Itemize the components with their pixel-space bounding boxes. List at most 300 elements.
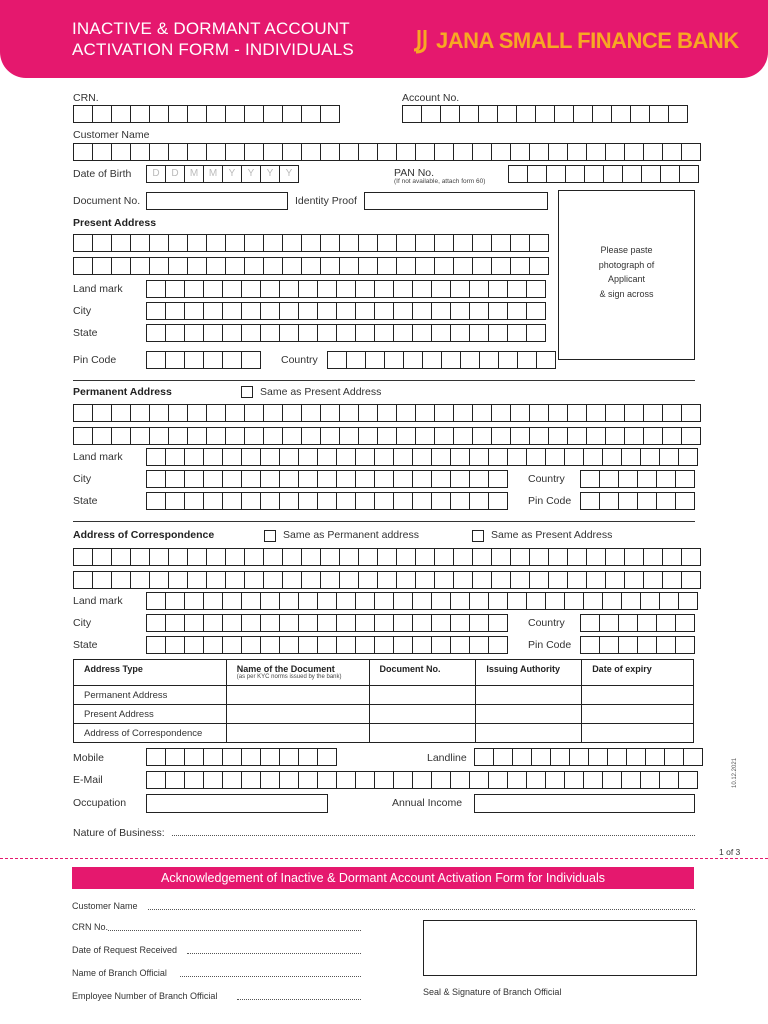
char-cell[interactable] — [510, 257, 530, 275]
char-cell[interactable] — [678, 771, 698, 789]
char-cell[interactable] — [165, 280, 185, 298]
char-cell[interactable] — [510, 427, 530, 445]
char-cell[interactable] — [130, 404, 150, 422]
char-cell[interactable] — [567, 548, 587, 566]
char-cell[interactable] — [301, 234, 321, 252]
char-cell[interactable] — [146, 351, 166, 369]
char-cell[interactable] — [336, 448, 356, 466]
char-cell[interactable] — [393, 324, 413, 342]
pan-field[interactable] — [508, 165, 698, 183]
char-cell[interactable] — [529, 427, 549, 445]
char-cell[interactable] — [662, 548, 682, 566]
permanent-address-line2[interactable] — [73, 427, 700, 445]
char-cell[interactable] — [583, 592, 603, 610]
char-cell[interactable] — [450, 771, 470, 789]
char-cell[interactable] — [320, 234, 340, 252]
char-cell[interactable] — [624, 548, 644, 566]
char-cell[interactable] — [469, 280, 489, 298]
char-cell[interactable] — [165, 470, 185, 488]
dob-cell[interactable]: D — [165, 165, 185, 183]
char-cell[interactable] — [206, 571, 226, 589]
char-cell[interactable] — [317, 448, 337, 466]
char-cell[interactable] — [545, 771, 565, 789]
char-cell[interactable] — [279, 302, 299, 320]
char-cell[interactable] — [412, 636, 432, 654]
correspondence-address-line1[interactable] — [73, 548, 700, 566]
char-cell[interactable] — [479, 351, 499, 369]
char-cell[interactable] — [564, 771, 584, 789]
permanent-city-field[interactable] — [146, 470, 507, 488]
char-cell[interactable] — [643, 548, 663, 566]
char-cell[interactable] — [507, 592, 527, 610]
char-cell[interactable] — [415, 427, 435, 445]
char-cell[interactable] — [434, 257, 454, 275]
char-cell[interactable] — [339, 548, 359, 566]
char-cell[interactable] — [111, 548, 131, 566]
char-cell[interactable] — [450, 614, 470, 632]
char-cell[interactable] — [244, 257, 264, 275]
char-cell[interactable] — [203, 636, 223, 654]
char-cell[interactable] — [586, 571, 606, 589]
char-cell[interactable] — [491, 404, 511, 422]
dob-cell[interactable]: D — [146, 165, 166, 183]
char-cell[interactable] — [187, 548, 207, 566]
char-cell[interactable] — [434, 427, 454, 445]
char-cell[interactable] — [146, 492, 166, 510]
char-cell[interactable] — [678, 448, 698, 466]
char-cell[interactable] — [355, 470, 375, 488]
char-cell[interactable] — [507, 302, 527, 320]
char-cell[interactable] — [374, 302, 394, 320]
char-cell[interactable] — [415, 571, 435, 589]
char-cell[interactable] — [260, 636, 280, 654]
char-cell[interactable] — [659, 771, 679, 789]
char-cell[interactable] — [263, 427, 283, 445]
photo-box[interactable] — [558, 190, 695, 360]
char-cell[interactable] — [317, 636, 337, 654]
char-cell[interactable] — [491, 548, 511, 566]
char-cell[interactable] — [130, 571, 150, 589]
char-cell[interactable] — [225, 234, 245, 252]
char-cell[interactable] — [478, 105, 498, 123]
char-cell[interactable] — [460, 351, 480, 369]
char-cell[interactable] — [241, 636, 261, 654]
char-cell[interactable] — [569, 748, 589, 766]
dob-cell[interactable]: M — [184, 165, 204, 183]
char-cell[interactable] — [545, 592, 565, 610]
char-cell[interactable] — [450, 592, 470, 610]
char-cell[interactable] — [510, 404, 530, 422]
char-cell[interactable] — [184, 351, 204, 369]
char-cell[interactable] — [431, 592, 451, 610]
char-cell[interactable] — [415, 234, 435, 252]
char-cell[interactable] — [618, 636, 638, 654]
char-cell[interactable] — [396, 143, 416, 161]
char-cell[interactable] — [592, 105, 612, 123]
char-cell[interactable] — [453, 404, 473, 422]
char-cell[interactable] — [203, 592, 223, 610]
char-cell[interactable] — [450, 324, 470, 342]
char-cell[interactable] — [73, 404, 93, 422]
table-cell[interactable] — [582, 686, 694, 705]
char-cell[interactable] — [184, 280, 204, 298]
char-cell[interactable] — [92, 143, 112, 161]
char-cell[interactable] — [168, 548, 188, 566]
char-cell[interactable] — [165, 492, 185, 510]
char-cell[interactable] — [469, 470, 489, 488]
char-cell[interactable] — [488, 492, 508, 510]
char-cell[interactable] — [536, 351, 556, 369]
char-cell[interactable] — [526, 771, 546, 789]
char-cell[interactable] — [111, 571, 131, 589]
present-pin-field[interactable] — [146, 351, 260, 369]
char-cell[interactable] — [431, 302, 451, 320]
char-cell[interactable] — [222, 351, 242, 369]
char-cell[interactable] — [567, 571, 587, 589]
char-cell[interactable] — [336, 280, 356, 298]
char-cell[interactable] — [488, 280, 508, 298]
char-cell[interactable] — [508, 165, 528, 183]
char-cell[interactable] — [459, 105, 479, 123]
char-cell[interactable] — [146, 302, 166, 320]
char-cell[interactable] — [586, 143, 606, 161]
char-cell[interactable] — [260, 470, 280, 488]
char-cell[interactable] — [298, 324, 318, 342]
char-cell[interactable] — [469, 324, 489, 342]
char-cell[interactable] — [605, 548, 625, 566]
char-cell[interactable] — [320, 427, 340, 445]
char-cell[interactable] — [298, 280, 318, 298]
char-cell[interactable] — [679, 165, 699, 183]
char-cell[interactable] — [580, 614, 600, 632]
char-cell[interactable] — [146, 636, 166, 654]
mobile-field[interactable] — [146, 748, 336, 766]
char-cell[interactable] — [675, 492, 695, 510]
char-cell[interactable] — [624, 571, 644, 589]
table-cell[interactable] — [582, 724, 694, 743]
char-cell[interactable] — [526, 448, 546, 466]
permanent-pin-field[interactable] — [580, 492, 694, 510]
char-cell[interactable] — [659, 448, 679, 466]
char-cell[interactable] — [165, 614, 185, 632]
char-cell[interactable] — [263, 404, 283, 422]
char-cell[interactable] — [317, 324, 337, 342]
char-cell[interactable] — [529, 571, 549, 589]
char-cell[interactable] — [260, 448, 280, 466]
char-cell[interactable] — [130, 105, 150, 123]
char-cell[interactable] — [165, 748, 185, 766]
char-cell[interactable] — [187, 257, 207, 275]
char-cell[interactable] — [346, 351, 366, 369]
char-cell[interactable] — [263, 571, 283, 589]
char-cell[interactable] — [434, 143, 454, 161]
char-cell[interactable] — [358, 143, 378, 161]
char-cell[interactable] — [681, 427, 701, 445]
char-cell[interactable] — [282, 234, 302, 252]
char-cell[interactable] — [548, 143, 568, 161]
char-cell[interactable] — [602, 592, 622, 610]
char-cell[interactable] — [393, 302, 413, 320]
char-cell[interactable] — [403, 351, 423, 369]
char-cell[interactable] — [225, 404, 245, 422]
char-cell[interactable] — [203, 280, 223, 298]
char-cell[interactable] — [320, 548, 340, 566]
char-cell[interactable] — [434, 234, 454, 252]
char-cell[interactable] — [165, 324, 185, 342]
char-cell[interactable] — [336, 592, 356, 610]
char-cell[interactable] — [168, 143, 188, 161]
char-cell[interactable] — [412, 470, 432, 488]
char-cell[interactable] — [412, 592, 432, 610]
char-cell[interactable] — [73, 571, 93, 589]
char-cell[interactable] — [206, 234, 226, 252]
char-cell[interactable] — [203, 302, 223, 320]
char-cell[interactable] — [282, 257, 302, 275]
char-cell[interactable] — [279, 280, 299, 298]
char-cell[interactable] — [282, 427, 302, 445]
char-cell[interactable] — [130, 427, 150, 445]
char-cell[interactable] — [377, 427, 397, 445]
char-cell[interactable] — [453, 571, 473, 589]
char-cell[interactable] — [550, 748, 570, 766]
char-cell[interactable] — [621, 592, 641, 610]
char-cell[interactable] — [241, 448, 261, 466]
char-cell[interactable] — [412, 280, 432, 298]
char-cell[interactable] — [421, 105, 441, 123]
char-cell[interactable] — [396, 257, 416, 275]
char-cell[interactable] — [412, 771, 432, 789]
char-cell[interactable] — [526, 280, 546, 298]
char-cell[interactable] — [339, 404, 359, 422]
char-cell[interactable] — [377, 234, 397, 252]
char-cell[interactable] — [681, 548, 701, 566]
char-cell[interactable] — [279, 324, 299, 342]
table-cell[interactable] — [476, 686, 582, 705]
char-cell[interactable] — [548, 548, 568, 566]
char-cell[interactable] — [441, 351, 461, 369]
char-cell[interactable] — [412, 492, 432, 510]
char-cell[interactable] — [583, 771, 603, 789]
char-cell[interactable] — [225, 143, 245, 161]
char-cell[interactable] — [491, 427, 511, 445]
char-cell[interactable] — [656, 614, 676, 632]
char-cell[interactable] — [149, 105, 169, 123]
char-cell[interactable] — [488, 302, 508, 320]
char-cell[interactable] — [222, 302, 242, 320]
char-cell[interactable] — [535, 105, 555, 123]
char-cell[interactable] — [415, 404, 435, 422]
char-cell[interactable] — [472, 427, 492, 445]
char-cell[interactable] — [317, 492, 337, 510]
char-cell[interactable] — [279, 492, 299, 510]
char-cell[interactable] — [548, 427, 568, 445]
char-cell[interactable] — [683, 748, 703, 766]
char-cell[interactable] — [301, 105, 321, 123]
char-cell[interactable] — [336, 302, 356, 320]
char-cell[interactable] — [301, 257, 321, 275]
char-cell[interactable] — [434, 404, 454, 422]
char-cell[interactable] — [621, 771, 641, 789]
char-cell[interactable] — [146, 470, 166, 488]
char-cell[interactable] — [187, 571, 207, 589]
char-cell[interactable] — [393, 470, 413, 488]
char-cell[interactable] — [450, 470, 470, 488]
char-cell[interactable] — [507, 771, 527, 789]
char-cell[interactable] — [529, 143, 549, 161]
char-cell[interactable] — [317, 302, 337, 320]
char-cell[interactable] — [260, 280, 280, 298]
char-cell[interactable] — [554, 105, 574, 123]
char-cell[interactable] — [241, 324, 261, 342]
char-cell[interactable] — [301, 404, 321, 422]
corr-pin-field[interactable] — [580, 636, 694, 654]
char-cell[interactable] — [453, 427, 473, 445]
char-cell[interactable] — [567, 143, 587, 161]
char-cell[interactable] — [453, 143, 473, 161]
char-cell[interactable] — [412, 448, 432, 466]
char-cell[interactable] — [412, 324, 432, 342]
char-cell[interactable] — [111, 234, 131, 252]
char-cell[interactable] — [599, 470, 619, 488]
char-cell[interactable] — [260, 614, 280, 632]
char-cell[interactable] — [130, 257, 150, 275]
char-cell[interactable] — [643, 143, 663, 161]
char-cell[interactable] — [92, 427, 112, 445]
char-cell[interactable] — [611, 105, 631, 123]
corr-state-field[interactable] — [146, 636, 507, 654]
char-cell[interactable] — [146, 324, 166, 342]
char-cell[interactable] — [244, 105, 264, 123]
char-cell[interactable] — [73, 257, 93, 275]
char-cell[interactable] — [412, 302, 432, 320]
char-cell[interactable] — [225, 571, 245, 589]
char-cell[interactable] — [668, 105, 688, 123]
char-cell[interactable] — [431, 771, 451, 789]
char-cell[interactable] — [393, 592, 413, 610]
char-cell[interactable] — [643, 571, 663, 589]
char-cell[interactable] — [584, 165, 604, 183]
char-cell[interactable] — [225, 257, 245, 275]
char-cell[interactable] — [225, 105, 245, 123]
nature-of-business-input[interactable] — [172, 835, 695, 836]
char-cell[interactable] — [184, 636, 204, 654]
char-cell[interactable] — [168, 404, 188, 422]
char-cell[interactable] — [244, 404, 264, 422]
char-cell[interactable] — [624, 143, 644, 161]
char-cell[interactable] — [187, 143, 207, 161]
char-cell[interactable] — [681, 143, 701, 161]
char-cell[interactable] — [355, 324, 375, 342]
char-cell[interactable] — [656, 470, 676, 488]
char-cell[interactable] — [453, 234, 473, 252]
char-cell[interactable] — [263, 234, 283, 252]
char-cell[interactable] — [168, 105, 188, 123]
char-cell[interactable] — [586, 427, 606, 445]
char-cell[interactable] — [512, 748, 532, 766]
char-cell[interactable] — [358, 234, 378, 252]
char-cell[interactable] — [165, 592, 185, 610]
char-cell[interactable] — [640, 592, 660, 610]
char-cell[interactable] — [374, 614, 394, 632]
char-cell[interactable] — [327, 351, 347, 369]
char-cell[interactable] — [282, 571, 302, 589]
char-cell[interactable] — [206, 143, 226, 161]
char-cell[interactable] — [393, 280, 413, 298]
char-cell[interactable] — [393, 492, 413, 510]
char-cell[interactable] — [320, 105, 340, 123]
char-cell[interactable] — [396, 404, 416, 422]
char-cell[interactable] — [662, 427, 682, 445]
char-cell[interactable] — [168, 427, 188, 445]
char-cell[interactable] — [675, 470, 695, 488]
corr-same-as-present-checkbox[interactable] — [472, 530, 484, 542]
char-cell[interactable] — [517, 351, 537, 369]
dob-cell[interactable]: Y — [279, 165, 299, 183]
char-cell[interactable] — [336, 636, 356, 654]
char-cell[interactable] — [450, 302, 470, 320]
char-cell[interactable] — [358, 571, 378, 589]
char-cell[interactable] — [336, 470, 356, 488]
char-cell[interactable] — [165, 771, 185, 789]
char-cell[interactable] — [618, 470, 638, 488]
char-cell[interactable] — [260, 771, 280, 789]
char-cell[interactable] — [206, 257, 226, 275]
char-cell[interactable] — [355, 492, 375, 510]
char-cell[interactable] — [355, 636, 375, 654]
permanent-country-field[interactable] — [580, 470, 694, 488]
char-cell[interactable] — [431, 614, 451, 632]
table-cell[interactable] — [369, 724, 476, 743]
identity-proof-input[interactable] — [364, 192, 548, 210]
char-cell[interactable] — [130, 548, 150, 566]
char-cell[interactable] — [402, 105, 422, 123]
char-cell[interactable] — [203, 771, 223, 789]
char-cell[interactable] — [111, 427, 131, 445]
char-cell[interactable] — [564, 448, 584, 466]
char-cell[interactable] — [450, 448, 470, 466]
char-cell[interactable] — [263, 257, 283, 275]
char-cell[interactable] — [565, 165, 585, 183]
char-cell[interactable] — [298, 302, 318, 320]
permanent-state-field[interactable] — [146, 492, 507, 510]
dob-cell[interactable]: Y — [241, 165, 261, 183]
char-cell[interactable] — [599, 636, 619, 654]
char-cell[interactable] — [222, 592, 242, 610]
present-city-field[interactable] — [146, 302, 545, 320]
char-cell[interactable] — [469, 302, 489, 320]
char-cell[interactable] — [149, 548, 169, 566]
char-cell[interactable] — [203, 492, 223, 510]
crn-field[interactable] — [73, 105, 339, 123]
char-cell[interactable] — [358, 257, 378, 275]
char-cell[interactable] — [649, 105, 669, 123]
char-cell[interactable] — [222, 771, 242, 789]
char-cell[interactable] — [681, 404, 701, 422]
char-cell[interactable] — [580, 636, 600, 654]
char-cell[interactable] — [488, 614, 508, 632]
char-cell[interactable] — [130, 234, 150, 252]
char-cell[interactable] — [355, 302, 375, 320]
char-cell[interactable] — [622, 165, 642, 183]
present-state-field[interactable] — [146, 324, 545, 342]
char-cell[interactable] — [260, 748, 280, 766]
char-cell[interactable] — [510, 143, 530, 161]
char-cell[interactable] — [279, 470, 299, 488]
char-cell[interactable] — [92, 548, 112, 566]
char-cell[interactable] — [298, 592, 318, 610]
char-cell[interactable] — [244, 548, 264, 566]
char-cell[interactable] — [279, 592, 299, 610]
